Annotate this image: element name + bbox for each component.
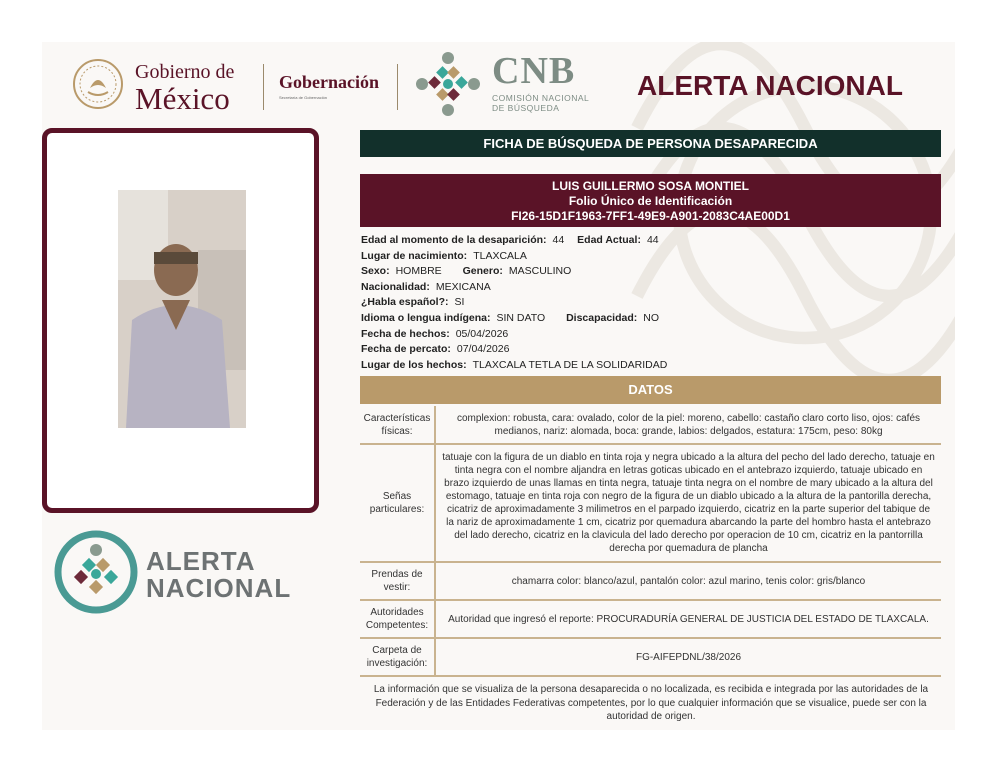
info-label: Discapacidad: — [566, 311, 638, 324]
info-row — [361, 358, 941, 374]
row-label: Autoridades Competentes: — [360, 600, 435, 638]
alerta-nacional-logo-icon — [54, 530, 138, 614]
info-value: NO — [643, 311, 660, 324]
info-value: SIN DATO — [496, 311, 546, 324]
info-row — [361, 280, 941, 296]
table-row — [360, 444, 941, 562]
row-value: tatuaje con la figura de un diablo en tinta roja y negra ubicado a la altura del pecho del lado derecho, tatuaje en tinta negra con el nombre aljandra en letras goticas ubicado en el antebrazo izquierdo, tatuaje ubicado en brazo izquierdo de unas llamas en tinta negra, tatuaje tinta negra on el nombre de mary ubicado a la altura del estomago, tatuaje en tinta roja con negro de la figura de un diablo ubicado a la altura de la pantorilla derecha, cicatriz de aproximadamente 3 milimetros en el parpado izquierdo, cicatriz en la parte superior del tabique de la nariz de aproximadamente 1 cm, cicatriz por quemadura abarcando la parte del hombro hasta el antebrazo del lado derecho, cicatriz en la clavicula del lado derecho por operacion de 10 cm, cicatriz en la pantorrilla derecha por quemadura de plancha — [435, 444, 941, 562]
info-row — [361, 264, 941, 280]
info-label: Lugar de nacimiento: — [361, 249, 468, 262]
cnb-logo-icon — [412, 48, 484, 120]
page-title: ALERTA NACIONAL — [637, 70, 903, 101]
info-label: Fecha de hechos: — [361, 327, 450, 340]
table-row — [360, 638, 941, 676]
datos-table — [360, 406, 941, 677]
row-value: chamarra color: blanco/azul, pantalón color: azul marino, tenis color: gris/blanco — [435, 562, 941, 600]
info-row — [361, 327, 941, 343]
info-value: MEXICANA — [435, 280, 491, 293]
info-label: Idioma o lengua indígena: — [361, 311, 491, 324]
alerta-nacional-logo-text — [146, 548, 291, 603]
info-label: Fecha de percato: — [361, 343, 451, 356]
info-row — [361, 233, 941, 249]
row-label: Carpeta de investigación: — [360, 638, 435, 676]
row-value: FG-AIFEPDNL/38/2026 — [435, 638, 941, 676]
info-value: 05/04/2026 — [455, 327, 509, 340]
info-row — [361, 249, 941, 265]
table-row — [360, 406, 941, 444]
divider — [263, 64, 264, 110]
table-row — [360, 600, 941, 638]
divider — [397, 64, 398, 110]
person-silhouette-icon — [118, 190, 246, 428]
gobernacion-subtitle: Secretaría de Gobernación — [279, 95, 328, 100]
gobierno-line1: Gobierno de — [135, 61, 235, 83]
cnb-acronym: CNB — [492, 50, 576, 92]
info-label: Sexo: — [361, 265, 390, 278]
side-logo-line1: ALERTA — [146, 546, 256, 576]
ficha-title-bar: FICHA DE BÚSQUEDA DE PERSONA DESAPARECIDA — [360, 130, 941, 157]
person-name: LUIS GUILLERMO SOSA MONTIEL — [552, 179, 749, 193]
folio-label: Folio Único de Identificación — [568, 194, 733, 208]
info-label: ¿Habla español?: — [361, 296, 449, 309]
row-value: complexion: robusta, cara: ovalado, color de la piel: moreno, cabello: castaño claro corto liso, ojos: cafés medianos, nariz: alomada, boca: grande, labios: delgados, estatura: 175cm, peso: 80kg — [435, 406, 941, 444]
info-label: Lugar de los hechos: — [361, 358, 467, 371]
info-label: Edad al momento de la desaparición: — [361, 234, 547, 246]
info-row — [361, 342, 941, 358]
info-value: 44 — [646, 234, 659, 246]
row-label: Señas particulares: — [360, 444, 435, 562]
info-label: Genero: — [462, 265, 503, 278]
gobernacion-logo — [279, 72, 379, 100]
info-value: MASCULINO — [508, 265, 572, 278]
info-value: HOMBRE — [395, 265, 442, 278]
gobierno-line2: México — [135, 81, 230, 116]
info-value: TLAXCALA TETLA DE LA SOLIDARIDAD — [472, 358, 668, 371]
info-value: 44 — [552, 234, 565, 246]
mexico-seal-icon — [72, 58, 124, 110]
info-value: SI — [454, 296, 465, 309]
info-row — [361, 295, 941, 311]
person-photo — [118, 190, 246, 428]
cnb-logo-text — [492, 52, 589, 113]
row-label: Prendas de vestir: — [360, 562, 435, 600]
person-info — [361, 233, 941, 373]
disclaimer-footer: La información que se visualiza de la persona desaparecida o no localizada, es recibida e integrada por las autoridades de la Federación y de las Entidades Federativas competentes, por lo que cualquier información que se visualice, puede ser con la autoridad de origen. — [373, 684, 929, 722]
gobierno-de-mexico-logo — [135, 62, 234, 114]
row-label: Características físicas: — [360, 406, 435, 444]
info-label: Nacionalidad: — [361, 280, 430, 293]
person-name-bar — [360, 174, 941, 227]
cnb-line1: COMISIÓN NACIONAL — [492, 93, 590, 103]
datos-title-bar: DATOS — [360, 376, 941, 404]
info-row — [361, 311, 941, 327]
gobernacion-title: Gobernación — [279, 72, 380, 92]
row-value: Autoridad que ingresó el reporte: PROCURADURÍA GENERAL DE JUSTICIA DEL ESTADO DE TLAXCALA. — [435, 600, 941, 638]
table-row — [360, 562, 941, 600]
info-label: Edad Actual: — [577, 234, 641, 246]
info-value: 07/04/2026 — [456, 343, 510, 356]
side-logo-line2: NACIONAL — [146, 573, 292, 604]
folio-value: FI26-15D1F1963-7FF1-49E9-A901-2083C4AE00D1 — [511, 209, 790, 223]
cnb-line2: DE BÚSQUEDA — [492, 103, 560, 114]
info-value: TLAXCALA — [473, 249, 527, 262]
